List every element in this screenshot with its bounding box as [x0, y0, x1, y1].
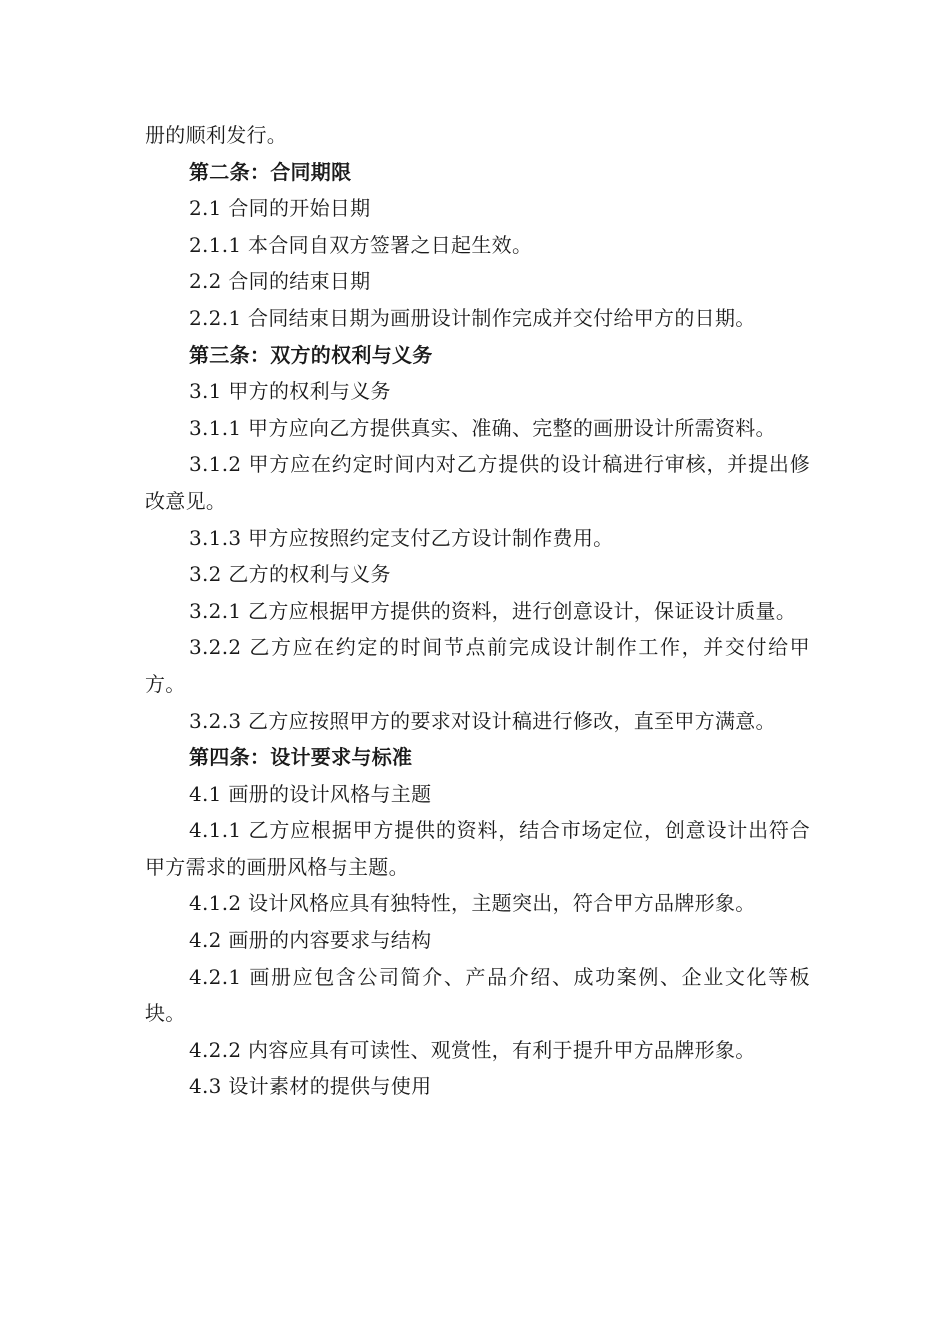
- clause-3-1-2: 3.1.2 甲方应在约定时间内对乙方提供的设计稿进行审核，并提出修改意见。: [145, 452, 810, 513]
- section-heading-article-2: 第二条：合同期限: [189, 159, 352, 184]
- clause-4-2: 4.2 画册的内容要求与结构: [189, 928, 432, 953]
- clause-2-1: 2.1 合同的开始日期: [189, 196, 371, 221]
- clause-2-1-1: 2.1.1 本合同自双方签署之日起生效。: [189, 232, 533, 257]
- clause-3-1: 3.1 甲方的权利与义务: [189, 379, 391, 404]
- clause-3-2-2: 3.2.2 乙方应在约定的时间节点前完成设计制作工作，并交付给甲方。: [145, 635, 810, 696]
- section-heading-article-3: 第三条：双方的权利与义务: [189, 342, 433, 367]
- clause-3-2: 3.2 乙方的权利与义务: [189, 562, 391, 587]
- clause-3-1-1: 3.1.1 甲方应向乙方提供真实、准确、完整的画册设计所需资料。: [189, 415, 776, 440]
- paragraph-continuation: 册的顺利发行。: [145, 123, 288, 147]
- clause-3-1-3: 3.1.3 甲方应按照约定支付乙方设计制作费用。: [189, 525, 614, 550]
- document-body: [145, 117, 810, 1105]
- clause-4-3: 4.3 设计素材的提供与使用: [189, 1074, 432, 1099]
- clause-4-1-2: 4.1.2 设计风格应具有独特性，主题突出，符合甲方品牌形象。: [189, 891, 756, 916]
- clause-3-2-3: 3.2.3 乙方应按照甲方的要求对设计稿进行修改，直至甲方满意。: [189, 708, 776, 733]
- clause-2-2: 2.2 合同的结束日期: [189, 269, 371, 294]
- clause-4-2-2: 4.2.2 内容应具有可读性、观赏性，有利于提升甲方品牌形象。: [189, 1037, 756, 1062]
- clause-3-2-1: 3.2.1 乙方应根据甲方提供的资料，进行创意设计，保证设计质量。: [189, 598, 797, 623]
- clause-2-2-1: 2.2.1 合同结束日期为画册设计制作完成并交付给甲方的日期。: [189, 305, 756, 330]
- clause-4-1: 4.1 画册的设计风格与主题: [189, 781, 432, 806]
- clause-4-1-1: 4.1.1 乙方应根据甲方提供的资料，结合市场定位，创意设计出符合甲方需求的画册风格与主题。: [145, 818, 810, 879]
- section-heading-article-4: 第四条：设计要求与标准: [189, 745, 413, 770]
- clause-4-2-1: 4.2.1 画册应包含公司简介、产品介绍、成功案例、企业文化等板块。: [145, 964, 810, 1026]
